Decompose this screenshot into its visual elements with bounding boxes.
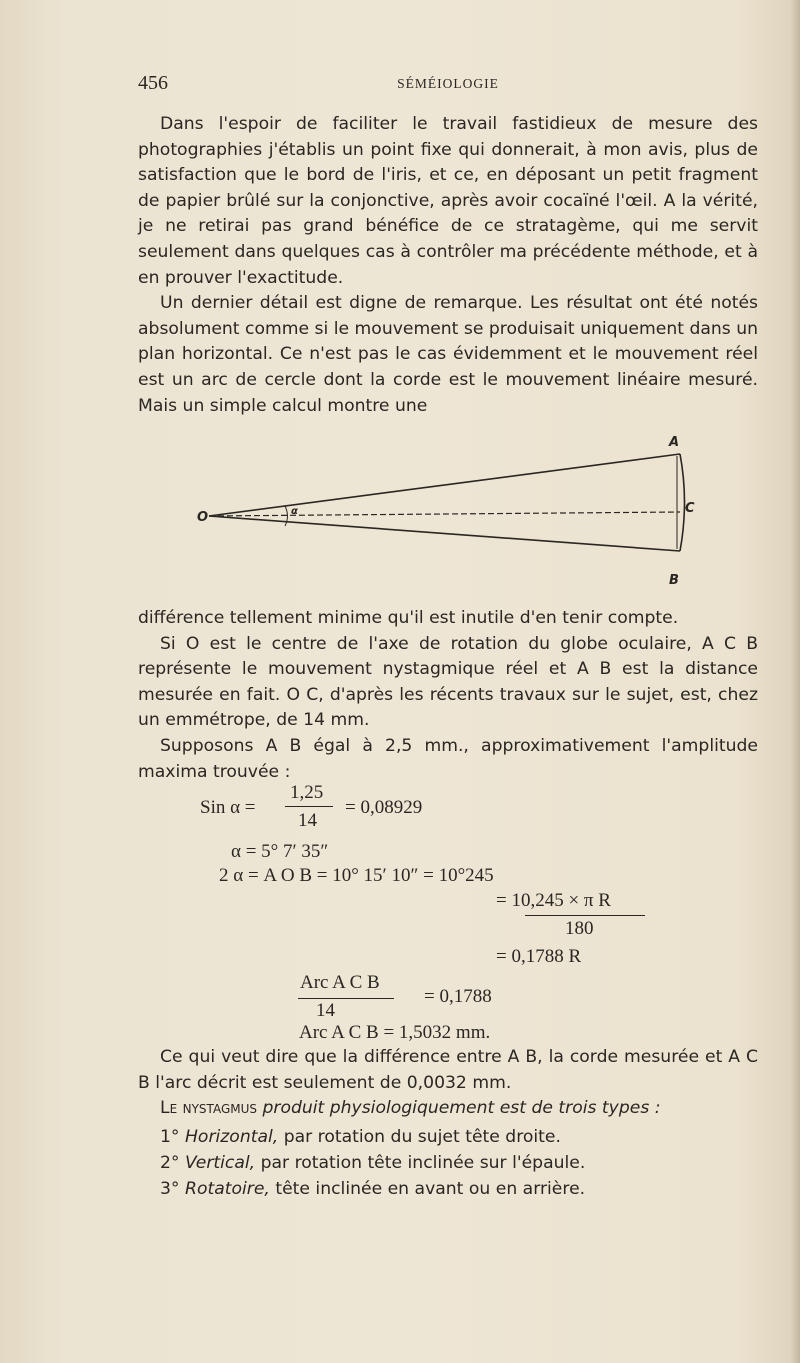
sin-rhs: = 0,08929 — [345, 797, 423, 818]
arc-rhs: = 0,1788 — [424, 986, 492, 1007]
sin-lhs: Sin α = — [200, 797, 256, 818]
page-number: 456 — [138, 72, 168, 94]
list-item — [160, 1179, 585, 1199]
types-lead: Le nystagmus — [160, 1098, 257, 1119]
arc-denominator: 14 — [316, 1000, 335, 1021]
line-OB — [209, 516, 680, 551]
page-edge-shadow — [790, 0, 800, 1363]
item-desc: par rotation tête inclinée sur l'épaule. — [260, 1153, 586, 1173]
rotation-diagram — [195, 426, 715, 596]
paragraph: différence tellement minime qu'il est inutile d'en tenir compte. — [138, 608, 679, 628]
list-item — [160, 1153, 585, 1173]
label-B: B — [669, 573, 679, 588]
div-180: 180 — [565, 918, 594, 939]
arc-final: Arc A C B = 1,5032 mm. — [299, 1022, 491, 1043]
div-bar — [525, 915, 645, 916]
arc-fraction-bar — [298, 998, 394, 999]
conclusion-paragraph: Ce qui veut dire que la différence entre A B, la corde mesurée et A C B l'arc décrit est seulement de 0,0032 mm. — [138, 1047, 758, 1093]
item-name: Vertical, — [185, 1153, 256, 1173]
line-OC — [209, 512, 680, 516]
result-line: = 0,1788 R — [496, 946, 582, 967]
line-OA — [209, 454, 680, 516]
item-desc: tête inclinée en avant ou en arrière. — [275, 1179, 586, 1199]
item-desc: par rotation du sujet tête droite. — [283, 1127, 561, 1147]
mult-line: = 10,245 × π R — [496, 890, 611, 911]
item-number: 2° — [160, 1153, 180, 1173]
types-intro — [138, 1096, 758, 1122]
item-number: 3° — [160, 1179, 180, 1199]
two-alpha-line: 2 α = A O B = 10° 15′ 10″ = 10°245 — [219, 865, 494, 886]
text-block-bottom — [138, 1045, 758, 1122]
sin-numerator: 1,25 — [290, 782, 324, 803]
alpha-line: α = 5° 7′ 35″ — [231, 841, 329, 862]
paragraph: Un dernier détail est digne de remarque. Les résultat ont été notés absolument comme si le mouvement se produisait uniquement dans un plan horizontal. Ce n'est pas le cas évidemment et le mouvement réel est un arc de cercle dont la corde est le mouvement linéaire mesuré. Mais un simple calcul montre une — [138, 293, 758, 416]
label-A: A — [669, 435, 680, 450]
sin-denominator: 14 — [298, 810, 317, 831]
running-title: SÉMÉIOLOGIE — [397, 76, 499, 91]
label-O: O — [197, 510, 209, 525]
label-C: C — [685, 501, 695, 516]
page-header — [138, 72, 758, 96]
types-rest: produit physiologiquement est de trois types : — [262, 1098, 661, 1119]
arc-ACB — [680, 454, 685, 551]
angle-arc — [285, 506, 288, 526]
item-name: Horizontal, — [185, 1127, 279, 1147]
label-alpha: α — [291, 506, 298, 517]
paragraph: Si O est le centre de l'axe de rotation du globe oculaire, A C B représente le mouvement nystagmique réel et A B est la distance mesurée en fait. O C, d'après les récents travaux sur le sujet, est, chez un emmétrope, de 14 mm. — [138, 633, 758, 731]
text-block-middle — [138, 606, 758, 785]
list-item — [160, 1127, 561, 1147]
item-number: 1° — [160, 1127, 180, 1147]
paragraph: Supposons A B égal à 2,5 mm., approximativement l'amplitude maxima trouvée : — [138, 735, 758, 782]
arc-numerator: Arc A C B — [300, 972, 380, 993]
text-block-top — [138, 112, 758, 419]
item-name: Rotatoire, — [185, 1179, 270, 1199]
sin-fraction-bar — [285, 806, 333, 807]
paragraph: Dans l'espoir de faciliter le travail fastidieux de mesure des photographies j'établis un point fixe qui donnerait, à mon avis, plus de satisfaction que le bord de l'iris, et ce, en déposant un petit fragment de papier brûlé sur la conjonctive, après avoir cocaïné l'œil. A la vérité, je ne retirai pas grand bénéfice de ce stratagème, qui me servit seulement dans quelques cas à contrôler ma précédente méthode, et à en prouver l'exactitude. — [138, 114, 758, 288]
